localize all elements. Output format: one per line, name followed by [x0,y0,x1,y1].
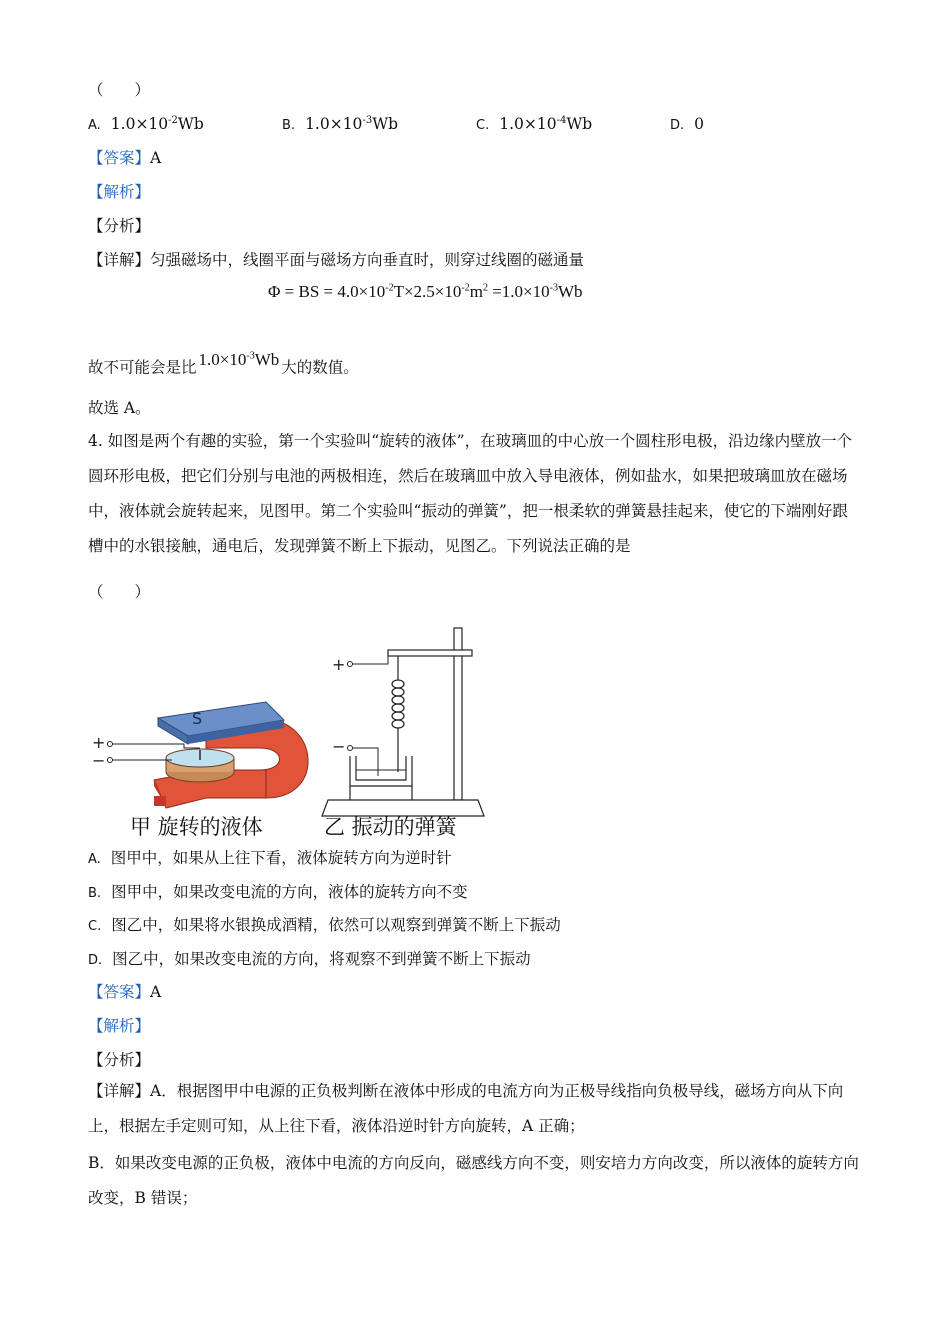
q3-option-a[interactable]: A. $1.0\times 10^{-2}Wb$ [88,115,204,134]
spring-coil [392,680,404,728]
spring-diagram [322,628,484,816]
caption-right: 乙 振动的弹簧 [324,815,457,839]
detail-tag: 【详解】 [88,251,151,269]
q3-option-d[interactable]: D. 0 [670,115,705,133]
q3-choose: 故选 A。 [88,399,151,417]
q4-choice-c[interactable]: C. 图乙中，如果将水银换成酒精，依然可以观察到弹簧不断上下振动 [88,916,561,934]
q4-detail-a: 【详解】A．根据图甲中电源的正负极判断在液体中形成的电流方向为正极导线指向负极导线，磁场方向从下向上，根据左手定则可知，从上往下看，液体沿逆时针方向旋转，A 正确； [88,1082,844,1135]
q4-figure [88,620,508,846]
svg-text:−: − [92,751,106,770]
q3-analysis-tag: 【解析】 [88,183,151,201]
q3-conclusion: 故不可能会是比 $1.0\times 10^{-3}Wb$ 大的数值。 [88,349,359,377]
answer-value: A [150,149,162,167]
inline-formula: $1.0\times 10^{-3}Wb$ [198,349,280,369]
q3-paren: （ ） [88,81,151,99]
detail-tag: 【详解】 [88,1082,151,1100]
q4-choice-a[interactable]: A. 图甲中，如果从上往下看，液体旋转方向为逆时针 [88,849,452,867]
q3-option-b[interactable]: B. $1.0\times 10^{-3}Wb$ [282,115,399,134]
svg-text:+: + [332,655,346,674]
magnet-pole-label: S [192,709,203,728]
q3-option-c[interactable]: C. $1.0\times 10^{-4}Wb$ [476,115,593,134]
q3-answer [88,148,161,168]
detail-text: 匀强磁场中，线圈平面与磁场方向垂直时，则穿过线圈的磁通量 [150,251,585,269]
answer-tag: 【答案】 [88,149,151,167]
caption-left: 甲 旋转的液体 [130,815,263,839]
answer-tag: 【答案】 [88,983,151,1001]
q3-formula: Φ = BS = $4.0\times 10^{-2}T\times 2.5\times 10^{-2}m^2 =1.0\times 10^{-3}Wb$ [268,282,583,301]
q4-paren: （ ） [88,583,151,601]
q4-choice-d[interactable]: D. 图乙中，如果改变电流的方向，将观察不到弹簧不断上下振动 [88,950,531,968]
q4-stem: 4. 如图是两个有趣的实验，第一个实验叫“旋转的液体”，在玻璃皿的中心放一个圆柱形电极，沿边缘内壁放一个圆环形电极，把它们分别与电池的两极相连，然后在玻璃皿中放入导电液体，例如盐水，如果把玻璃皿放在磁场中，液体就会旋转起来，见图甲。第二个实验叫“振动的弹簧”，把一根柔软的弹簧悬挂起来，使它的下端刚好跟槽中的水银接触，通电后，发现弹簧不断上下振动，见图乙。下列说法正确的是 [88,432,853,555]
answer-value: A [150,983,162,1001]
q4-detail-b: B．如果改变电源的正负极，液体中电流的方向反向，磁感线方向不变，则安培力方向改变，所以液体的旋转方向改变，B 错误； [88,1154,859,1207]
q4-choice-b[interactable]: B. 图甲中，如果改变电流的方向，液体的旋转方向不变 [88,883,468,901]
q3-fenxi-tag: 【分析】 [88,217,151,235]
q4-answer [88,982,161,1002]
q4-analysis-tag: 【解析】 [88,1017,151,1035]
svg-text:−: − [332,737,346,756]
q4-fenxi-tag: 【分析】 [88,1051,151,1069]
magnet-diagram [92,702,308,808]
q3-detail [88,250,584,270]
svg-text:+: + [92,733,106,752]
